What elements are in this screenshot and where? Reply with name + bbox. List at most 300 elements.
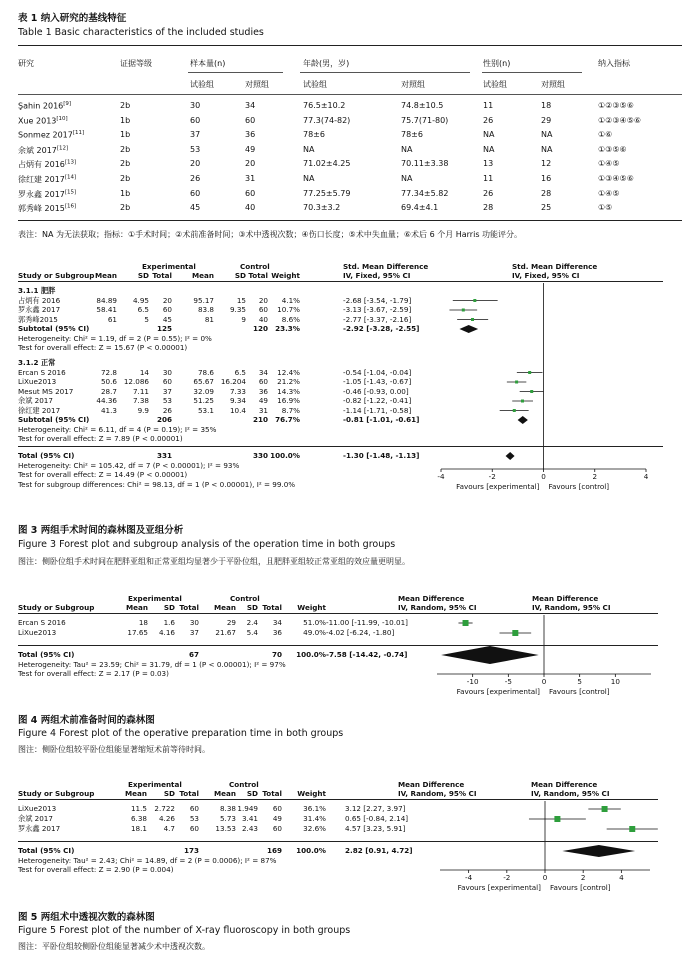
- cell-total-ctl: 40: [258, 314, 268, 324]
- table-cell-gender-exp: NA: [483, 130, 495, 140]
- header-weight: Weight: [297, 603, 326, 612]
- study-name: 罗永鑫 2017: [18, 189, 65, 199]
- cell-total-ctl: 330: [252, 451, 268, 460]
- cell-total-exp: 53: [162, 396, 172, 405]
- cell-sd-exp: 4.16: [158, 628, 175, 637]
- cell-weight: 12.4%: [277, 367, 300, 377]
- cell-mean-ctl: 65.67: [193, 377, 214, 386]
- cell-ci: -7.58 [-14.42, -0.74]: [326, 650, 408, 659]
- study-name: 罗永鑫 2017: [18, 824, 61, 833]
- table-cell-n-exp: 20: [190, 159, 201, 169]
- cell-ci: -4.02 [-6.24, -1.80]: [326, 628, 395, 637]
- fig4-note: 图注：侧卧位组较平卧位组能显著缩短术前等待时间。: [18, 745, 210, 754]
- reference-superscript: [16]: [64, 203, 77, 210]
- cell-total-ctl: 60: [272, 824, 282, 833]
- header-control: Control: [240, 262, 270, 271]
- table-cell-age-exp: 77.3(74-82): [303, 115, 351, 125]
- overall-effect-text: Test for overall effect: Z = 2.17 (P = 0.03): [18, 669, 169, 678]
- cell-sd-exp: 7.11: [132, 386, 149, 396]
- total-label: Total (95% CI): [18, 451, 75, 460]
- table-cell-age-ctl: 70.11±3.38: [401, 159, 449, 169]
- table-cell-age-exp: 71.02±4.25: [303, 159, 351, 169]
- header-mean: Mean: [126, 603, 148, 612]
- x-tick-label: -2: [503, 873, 511, 882]
- cell-ci: -1.14 [-1.71, -0.58]: [343, 405, 412, 415]
- cell-sd-ctl: 5.4: [246, 628, 258, 637]
- cell-total-ctl: 70: [271, 650, 282, 659]
- table-cell-gender-ctl: NA: [541, 130, 553, 140]
- header-effect-plot: Mean Difference: [532, 594, 599, 603]
- table-cell-n-exp: 45: [190, 203, 201, 213]
- cell-weight: 100.0%: [296, 846, 326, 855]
- table-cell-indicators: ①④⑤: [598, 188, 620, 198]
- table-cell-gender-exp: NA: [483, 144, 495, 154]
- table-cell-age-exp: NA: [303, 144, 315, 154]
- effect-square: [602, 806, 608, 812]
- header-method: IV, Random, 95% CI: [398, 789, 477, 798]
- subgroup-label: 3.1.2 正常: [18, 358, 56, 367]
- header-mean: Mean: [214, 789, 236, 798]
- reference-superscript: [10]: [56, 115, 68, 122]
- cell-total-ctl: 36: [272, 628, 282, 637]
- header-total: Total: [179, 603, 199, 612]
- cell-ci: 3.12 [2.27, 3.97]: [345, 804, 406, 813]
- cell-sd-exp: 4.26: [158, 814, 175, 823]
- subgroup-label: 3.1.1 肥胖: [18, 286, 56, 295]
- header-sd: SD: [163, 603, 175, 612]
- table-cell-age-exp: 76.5±10.2: [303, 101, 346, 110]
- header-study: Study or Subgroup: [18, 603, 95, 612]
- header-effect-plot: Mean Difference: [531, 780, 598, 789]
- cell-sd-ctl: 10.4: [229, 405, 246, 415]
- header-total: Total: [248, 271, 268, 280]
- table-cell-n-exp: 26: [190, 174, 201, 183]
- header-sd: SD: [246, 603, 258, 612]
- cell-total-exp: 60: [189, 824, 199, 833]
- cell-mean-exp: 18.1: [130, 824, 147, 833]
- table-cell-gender-exp: 11: [483, 101, 494, 110]
- reference-superscript: [15]: [64, 188, 77, 195]
- x-tick-label: 0: [541, 472, 546, 481]
- cell-total-ctl: 60: [258, 377, 268, 386]
- table-cell-age-exp: 77.25±5.79: [303, 188, 351, 198]
- x-tick-label: -2: [488, 472, 496, 481]
- col-age: 年龄(男，岁): [303, 59, 350, 68]
- table-cell-indicators: ①②③④⑤⑥: [598, 115, 642, 125]
- table-cell-level: 2b: [120, 144, 131, 154]
- cell-total-exp: 30: [162, 367, 172, 377]
- fig5-caption-en: Figure 5 Forest plot of the number of X-ray fluoroscopy in both groups: [18, 925, 351, 936]
- cell-weight: 8.6%: [281, 314, 300, 324]
- study-name: Ercan S 2016: [18, 367, 66, 377]
- cell-weight: 10.7%: [277, 305, 300, 314]
- cell-ci: -1.30 [-1.48, -1.13]: [343, 451, 420, 460]
- table-cell-n-ctl: 49: [245, 144, 256, 154]
- x-tick-label: -4: [465, 873, 473, 882]
- table-cell-n-exp: 60: [190, 115, 201, 125]
- header-control: Control: [230, 594, 260, 603]
- x-tick-label: -5: [504, 677, 512, 686]
- cell-ci: -11.00 [-11.99, -10.01]: [326, 618, 408, 627]
- cell-weight: 36.1%: [303, 804, 326, 813]
- col-study: 研究: [18, 59, 34, 68]
- cell-total-ctl: 210: [252, 415, 268, 424]
- cell-sd-exp: 5: [144, 314, 149, 324]
- cell-mean-exp: 28.7: [100, 386, 117, 396]
- reference-superscript: [14]: [64, 174, 77, 181]
- table-note: 表注：NA 为无法获取；指标：①手术时间；②术前准备时间；③术中透视次数；④伤口长度；⑤术中失血量；⑥术后 6 个月 Harris 功能评分。: [18, 230, 523, 239]
- total-label: Subtotal (95% CI): [18, 415, 90, 424]
- cell-ci: 2.82 [0.91, 4.72]: [345, 846, 413, 855]
- x-tick-label: 0: [542, 873, 548, 882]
- table-cell-age-ctl: 78±6: [401, 130, 423, 140]
- cell-weight: 31.4%: [303, 814, 326, 823]
- cell-mean-exp: 84.89: [96, 295, 117, 305]
- fig3-caption-en: Figure 3 Forest plot and subgroup analysis of the operation time in both groups: [18, 539, 396, 550]
- table-cell-age-ctl: NA: [401, 174, 413, 183]
- subgroup-diff-text: Test for subgroup differences: Chi² = 98.13, df = 1 (P < 0.00001), I² = 99.0%: [18, 479, 296, 489]
- cell-sd-ctl: 2.4: [246, 618, 258, 627]
- cell-mean-exp: 50.6: [100, 377, 117, 386]
- cell-total-ctl: 49: [258, 396, 268, 405]
- cell-sd-ctl: 3.41: [241, 814, 258, 823]
- table-cell-age-ctl: 69.4±4.1: [401, 203, 439, 213]
- overall-effect-text: Test for overall effect: Z = 2.90 (P = 0.004): [18, 865, 174, 874]
- cell-weight: 16.9%: [277, 396, 300, 405]
- header-sd: SD: [246, 789, 258, 798]
- table-cell-n-ctl: 40: [245, 203, 256, 213]
- cell-ci: -0.54 [-1.04, -0.04]: [343, 367, 412, 377]
- reference-superscript: [9]: [63, 101, 72, 107]
- table-cell-gender-ctl: 16: [541, 174, 552, 183]
- study-name: Şahin 2016: [18, 101, 64, 111]
- cell-total-ctl: 120: [252, 324, 268, 333]
- study-name: 占炳有 2016: [18, 160, 65, 170]
- cell-mean-ctl: 32.09: [193, 386, 214, 396]
- table-cell-gender-exp: 26: [483, 115, 494, 125]
- table-cell-gender-ctl: 12: [541, 159, 552, 169]
- table-cell-gender-exp: 28: [483, 203, 494, 213]
- header-mean: Mean: [192, 271, 214, 280]
- effect-square: [554, 816, 560, 822]
- cell-mean-exp: 72.8: [100, 367, 117, 377]
- table-cell-gender-ctl: NA: [541, 144, 553, 154]
- cell-total-exp: 67: [188, 650, 199, 659]
- total-label: Total (95% CI): [18, 650, 75, 659]
- study-name: 余斌 2017: [18, 145, 57, 155]
- heterogeneity-text: Heterogeneity: Tau² = 23.59; Chi² = 31.79, df = 1 (P < 0.00001); I² = 97%: [18, 659, 286, 669]
- cell-weight: 23.3%: [275, 324, 300, 333]
- fig5-caption-cn: 图 5 两组术中透视次数的森林图: [18, 912, 155, 923]
- study-name: 郭秀峰 2015: [18, 204, 65, 214]
- pooled-diamond: [562, 845, 635, 857]
- table-cell-n-ctl: 20: [245, 159, 256, 169]
- cell-ci: -0.81 [-1.01, -0.61]: [343, 415, 420, 424]
- study-name: Ercan S 2016: [18, 618, 66, 627]
- cell-total-ctl: 31: [258, 405, 268, 415]
- cell-mean-ctl: 21.67: [215, 628, 236, 637]
- x-tick-label: 10: [610, 677, 620, 686]
- table-cell-level: 1b: [120, 115, 131, 125]
- cell-ci: -2.68 [-3.54, -1.79]: [343, 295, 412, 305]
- cell-total-exp: 53: [189, 814, 199, 823]
- reference-superscript: [11]: [72, 130, 85, 137]
- col-sample-exp: 试验组: [190, 80, 214, 89]
- favours-control-label: Favours [control]: [548, 482, 610, 491]
- header-experimental: Experimental: [128, 594, 182, 603]
- header-sd: SD: [137, 271, 149, 280]
- table-cell-indicators: ①②③⑤⑥: [598, 101, 634, 110]
- cell-mean-exp: 44.36: [96, 396, 117, 405]
- favours-experimental-label: Favours [experimental]: [456, 482, 540, 491]
- cell-total-ctl: 60: [258, 305, 268, 314]
- study-name: 余斌 2017: [18, 814, 53, 823]
- heterogeneity-text: Heterogeneity: Tau² = 2.43; Chi² = 14.89, df = 2 (P = 0.0006); I² = 87%: [18, 855, 277, 865]
- cell-mean-exp: 58.41: [96, 305, 117, 314]
- cell-total-exp: 125: [156, 324, 172, 333]
- header-sd: SD: [163, 789, 175, 798]
- fig3-caption-cn: 图 3 两组手术时间的森林图及亚组分析: [18, 525, 184, 536]
- cell-mean-ctl: 51.25: [193, 396, 214, 405]
- table-title-cn: 表 1 纳入研究的基线特征: [18, 13, 127, 24]
- cell-sd-exp: 2.722: [154, 804, 175, 813]
- study-name: 徐红建 2017: [18, 175, 65, 184]
- header-method-plot: IV, Fixed, 95% CI: [512, 271, 580, 280]
- cell-ci: 4.57 [3.23, 5.91]: [345, 824, 406, 833]
- cell-mean-exp: 61: [107, 314, 117, 324]
- table-cell-gender-ctl: 25: [541, 203, 552, 213]
- cell-total-ctl: 49: [272, 814, 282, 823]
- x-tick-label: 5: [577, 677, 582, 686]
- table-cell-gender-exp: 11: [483, 174, 494, 183]
- fig3-note: 图注：侧卧位组手术时间在肥胖亚组和正常亚组均显著少于平卧位组，且肥胖亚组较正常亚组的效应量更明显。: [18, 557, 410, 566]
- cell-total-ctl: 20: [258, 295, 268, 305]
- study-name: 罗永鑫 2017: [18, 305, 61, 314]
- cell-sd-exp: 7.38: [132, 396, 149, 405]
- cell-sd-exp: 6.5: [137, 305, 149, 314]
- cell-ci: -2.77 [-3.37, -2.16]: [343, 314, 412, 324]
- table-cell-level: 2b: [120, 159, 131, 169]
- table-cell-age-ctl: 74.8±10.5: [401, 101, 444, 110]
- heterogeneity-text: Heterogeneity: Chi² = 105.42, df = 7 (P < 0.00001); I² = 93%: [18, 460, 240, 470]
- cell-ci: -0.46 [-0.93, 0.00]: [343, 386, 409, 396]
- col-sample-ctl: 对照组: [245, 80, 269, 89]
- cell-total-exp: 206: [156, 415, 172, 424]
- table-cell-n-exp: 60: [190, 188, 201, 198]
- header-experimental: Experimental: [142, 262, 196, 271]
- study-name: Sonmez 2017: [18, 130, 73, 140]
- cell-total-ctl: 34: [258, 367, 268, 377]
- x-tick-label: -4: [437, 472, 445, 481]
- table-cell-n-ctl: 31: [245, 174, 256, 183]
- col-gender-exp: 试验组: [483, 80, 507, 89]
- header-total: Total: [262, 789, 282, 798]
- study-name: LiXue2013: [18, 628, 57, 637]
- table-cell-level: 2b: [120, 101, 131, 110]
- cell-weight: 14.3%: [277, 386, 300, 396]
- cell-total-exp: 37: [162, 386, 172, 396]
- x-tick-label: -10: [466, 677, 479, 686]
- table-cell-level: 2b: [120, 174, 131, 183]
- table-cell-indicators: ①⑤: [598, 203, 613, 213]
- reference-superscript: [13]: [64, 159, 77, 166]
- cell-sd-ctl: 15: [236, 295, 246, 305]
- cell-mean-ctl: 83.8: [197, 305, 214, 314]
- cell-sd-ctl: 9.34: [229, 396, 246, 405]
- table-title-en: Table 1 Basic characteristics of the included studies: [18, 27, 264, 38]
- table-cell-n-ctl: 60: [245, 115, 256, 125]
- cell-sd-exp: 4.7: [163, 824, 175, 833]
- total-rule: [18, 841, 658, 842]
- table-cell-indicators: ①⑥: [598, 130, 613, 140]
- study-name: 徐红建 2017: [18, 405, 61, 415]
- cell-sd-ctl: 9.35: [229, 305, 246, 314]
- col-gender: 性别(n): [483, 59, 511, 68]
- header-weight: Weight: [297, 789, 326, 798]
- x-tick-label: 0: [541, 677, 547, 686]
- header-mean: Mean: [125, 789, 147, 798]
- cell-mean-exp: 18: [138, 618, 148, 627]
- fig4-caption-en: Figure 4 Forest plot of the operative preparation time in both groups: [18, 728, 344, 739]
- cell-total-exp: 173: [183, 846, 199, 855]
- cell-weight: 8.7%: [281, 405, 300, 415]
- table-cell-n-ctl: 34: [245, 101, 256, 110]
- overall-effect-text: Test for overall effect: Z = 7.89 (P < 0.00001): [18, 434, 183, 443]
- cell-sd-exp: 14: [139, 367, 149, 377]
- cell-total-ctl: 169: [266, 846, 282, 855]
- cell-mean-exp: 11.5: [130, 804, 147, 813]
- cell-sd-ctl: 2.43: [241, 824, 258, 833]
- cell-total-exp: 60: [162, 305, 172, 314]
- cell-ci: 0.65 [-0.84, 2.14]: [345, 814, 409, 823]
- study-name: Xue 2013: [18, 116, 57, 126]
- table-cell-level: 1b: [120, 188, 131, 198]
- cell-sd-ctl: 7.33: [229, 386, 246, 396]
- overall-effect-text: Test for overall effect: Z = 15.67 (P < 0.00001): [18, 343, 188, 352]
- table-cell-age-ctl: 77.34±5.82: [401, 188, 449, 198]
- table-cell-gender-ctl: 18: [541, 101, 552, 110]
- cell-sd-ctl: 6.5: [234, 367, 246, 377]
- fig5-note: 图注：平卧位组较侧卧位组能显著减少术中透视次数。: [18, 942, 210, 951]
- table-cell-n-ctl: 36: [245, 130, 256, 140]
- cell-total-exp: 30: [189, 618, 199, 627]
- header-study: Study or Subgroup: [18, 789, 95, 798]
- header-effect: Std. Mean Difference: [343, 262, 429, 271]
- col-indicators: 纳入指标: [598, 59, 630, 68]
- header-effect: Mean Difference: [398, 780, 465, 789]
- favours-experimental-label: Favours [experimental]: [457, 883, 541, 892]
- effect-square: [629, 826, 635, 832]
- favours-experimental-label: Favours [experimental]: [456, 687, 540, 696]
- header-mean: Mean: [95, 271, 117, 280]
- cell-mean-exp: 41.3: [100, 405, 117, 415]
- cell-mean-ctl: 5.73: [219, 814, 236, 823]
- header-method: IV, Random, 95% CI: [398, 603, 477, 612]
- table-cell-n-ctl: 60: [245, 188, 256, 198]
- cell-mean-ctl: 13.53: [215, 824, 236, 833]
- heterogeneity-text: Heterogeneity: Chi² = 6.11, df = 4 (P = 0.19); I² = 35%: [18, 424, 217, 434]
- study-name: LiXue2013: [18, 804, 57, 813]
- total-label: Total (95% CI): [18, 846, 75, 855]
- cell-sd-exp: 12.086: [123, 377, 149, 386]
- cell-total-ctl: 36: [258, 386, 268, 396]
- study-name: 占炳有 2016: [18, 295, 61, 305]
- reference-superscript: [12]: [56, 145, 69, 152]
- table-cell-gender-exp: 13: [483, 159, 494, 169]
- cell-mean-ctl: 95.17: [193, 295, 214, 305]
- x-tick-label: 2: [592, 472, 598, 481]
- cell-mean-exp: 6.38: [130, 814, 147, 823]
- cell-ci: -0.82 [-1.22, -0.41]: [343, 396, 412, 405]
- cell-sd-exp: 4.95: [132, 295, 149, 305]
- cell-total-ctl: 34: [272, 618, 282, 627]
- header-effect-plot: Std. Mean Difference: [512, 262, 598, 271]
- cell-total-exp: 26: [162, 405, 172, 415]
- col-gender-ctl: 对照组: [541, 80, 565, 89]
- cell-mean-ctl: 53.1: [197, 405, 214, 415]
- study-name: Mesut MS 2017: [18, 386, 74, 396]
- col-age-ctl: 对照组: [401, 80, 425, 89]
- cell-weight: 100.0%: [270, 451, 300, 460]
- table-cell-age-exp: 70.3±3.2: [303, 203, 341, 213]
- cell-mean-ctl: 81: [204, 314, 214, 324]
- overall-effect-text: Test for overall effect: Z = 14.49 (P < 0.00001): [18, 470, 188, 479]
- table-cell-age-ctl: 75.7(71-80): [401, 115, 449, 125]
- table-cell-age-exp: 78±6: [303, 130, 325, 140]
- cell-total-exp: 45: [162, 314, 172, 324]
- cell-mean-ctl: 78.6: [197, 367, 214, 377]
- study-name: LiXue2013: [18, 377, 57, 386]
- cell-weight: 51.0%: [303, 618, 326, 627]
- cell-total-exp: 331: [156, 451, 172, 460]
- table-cell-age-exp: NA: [303, 174, 315, 183]
- cell-total-exp: 60: [162, 377, 172, 386]
- cell-weight: 21.2%: [277, 377, 300, 386]
- header-mean: Mean: [214, 603, 236, 612]
- cell-total-exp: 37: [189, 628, 199, 637]
- study-name: 郭秀峰2015: [18, 314, 58, 324]
- table-cell-level: 2b: [120, 203, 131, 213]
- header-weight: Weight: [271, 271, 300, 280]
- table-cell-n-exp: 30: [190, 101, 201, 110]
- cell-weight: 76.7%: [275, 415, 300, 424]
- cell-total-exp: 60: [189, 804, 199, 813]
- table-cell-level: 1b: [120, 130, 131, 140]
- x-tick-label: 4: [643, 472, 649, 481]
- header-effect: Mean Difference: [398, 594, 465, 603]
- x-tick-label: 4: [619, 873, 624, 882]
- cell-mean-exp: 17.65: [127, 628, 148, 637]
- cell-total-exp: 20: [162, 295, 172, 305]
- cell-weight: 100.0%: [296, 650, 326, 659]
- favours-control-label: Favours [control]: [550, 883, 611, 892]
- header-method: IV, Fixed, 95% CI: [343, 271, 411, 280]
- col-sample: 样本量(n): [190, 59, 226, 68]
- table-cell-indicators: ①③⑤⑥: [598, 144, 627, 154]
- table-cell-n-exp: 53: [190, 144, 201, 154]
- table-cell-n-exp: 37: [190, 130, 201, 140]
- col-age-exp: 试验组: [303, 80, 327, 89]
- cell-mean-ctl: 8.38: [219, 804, 236, 813]
- cell-sd-ctl: 9: [241, 314, 246, 324]
- header-total: Total: [152, 271, 172, 280]
- cell-ci: -2.92 [-3.28, -2.55]: [343, 324, 420, 333]
- fig4-caption-cn: 图 4 两组术前准备时间的森林图: [18, 715, 155, 726]
- header-method-plot: IV, Random, 95% CI: [531, 789, 610, 798]
- header-study: Study or Subgroup: [18, 271, 95, 280]
- table-cell-age-ctl: NA: [401, 144, 413, 154]
- cell-sd-ctl: 16.204: [220, 377, 246, 386]
